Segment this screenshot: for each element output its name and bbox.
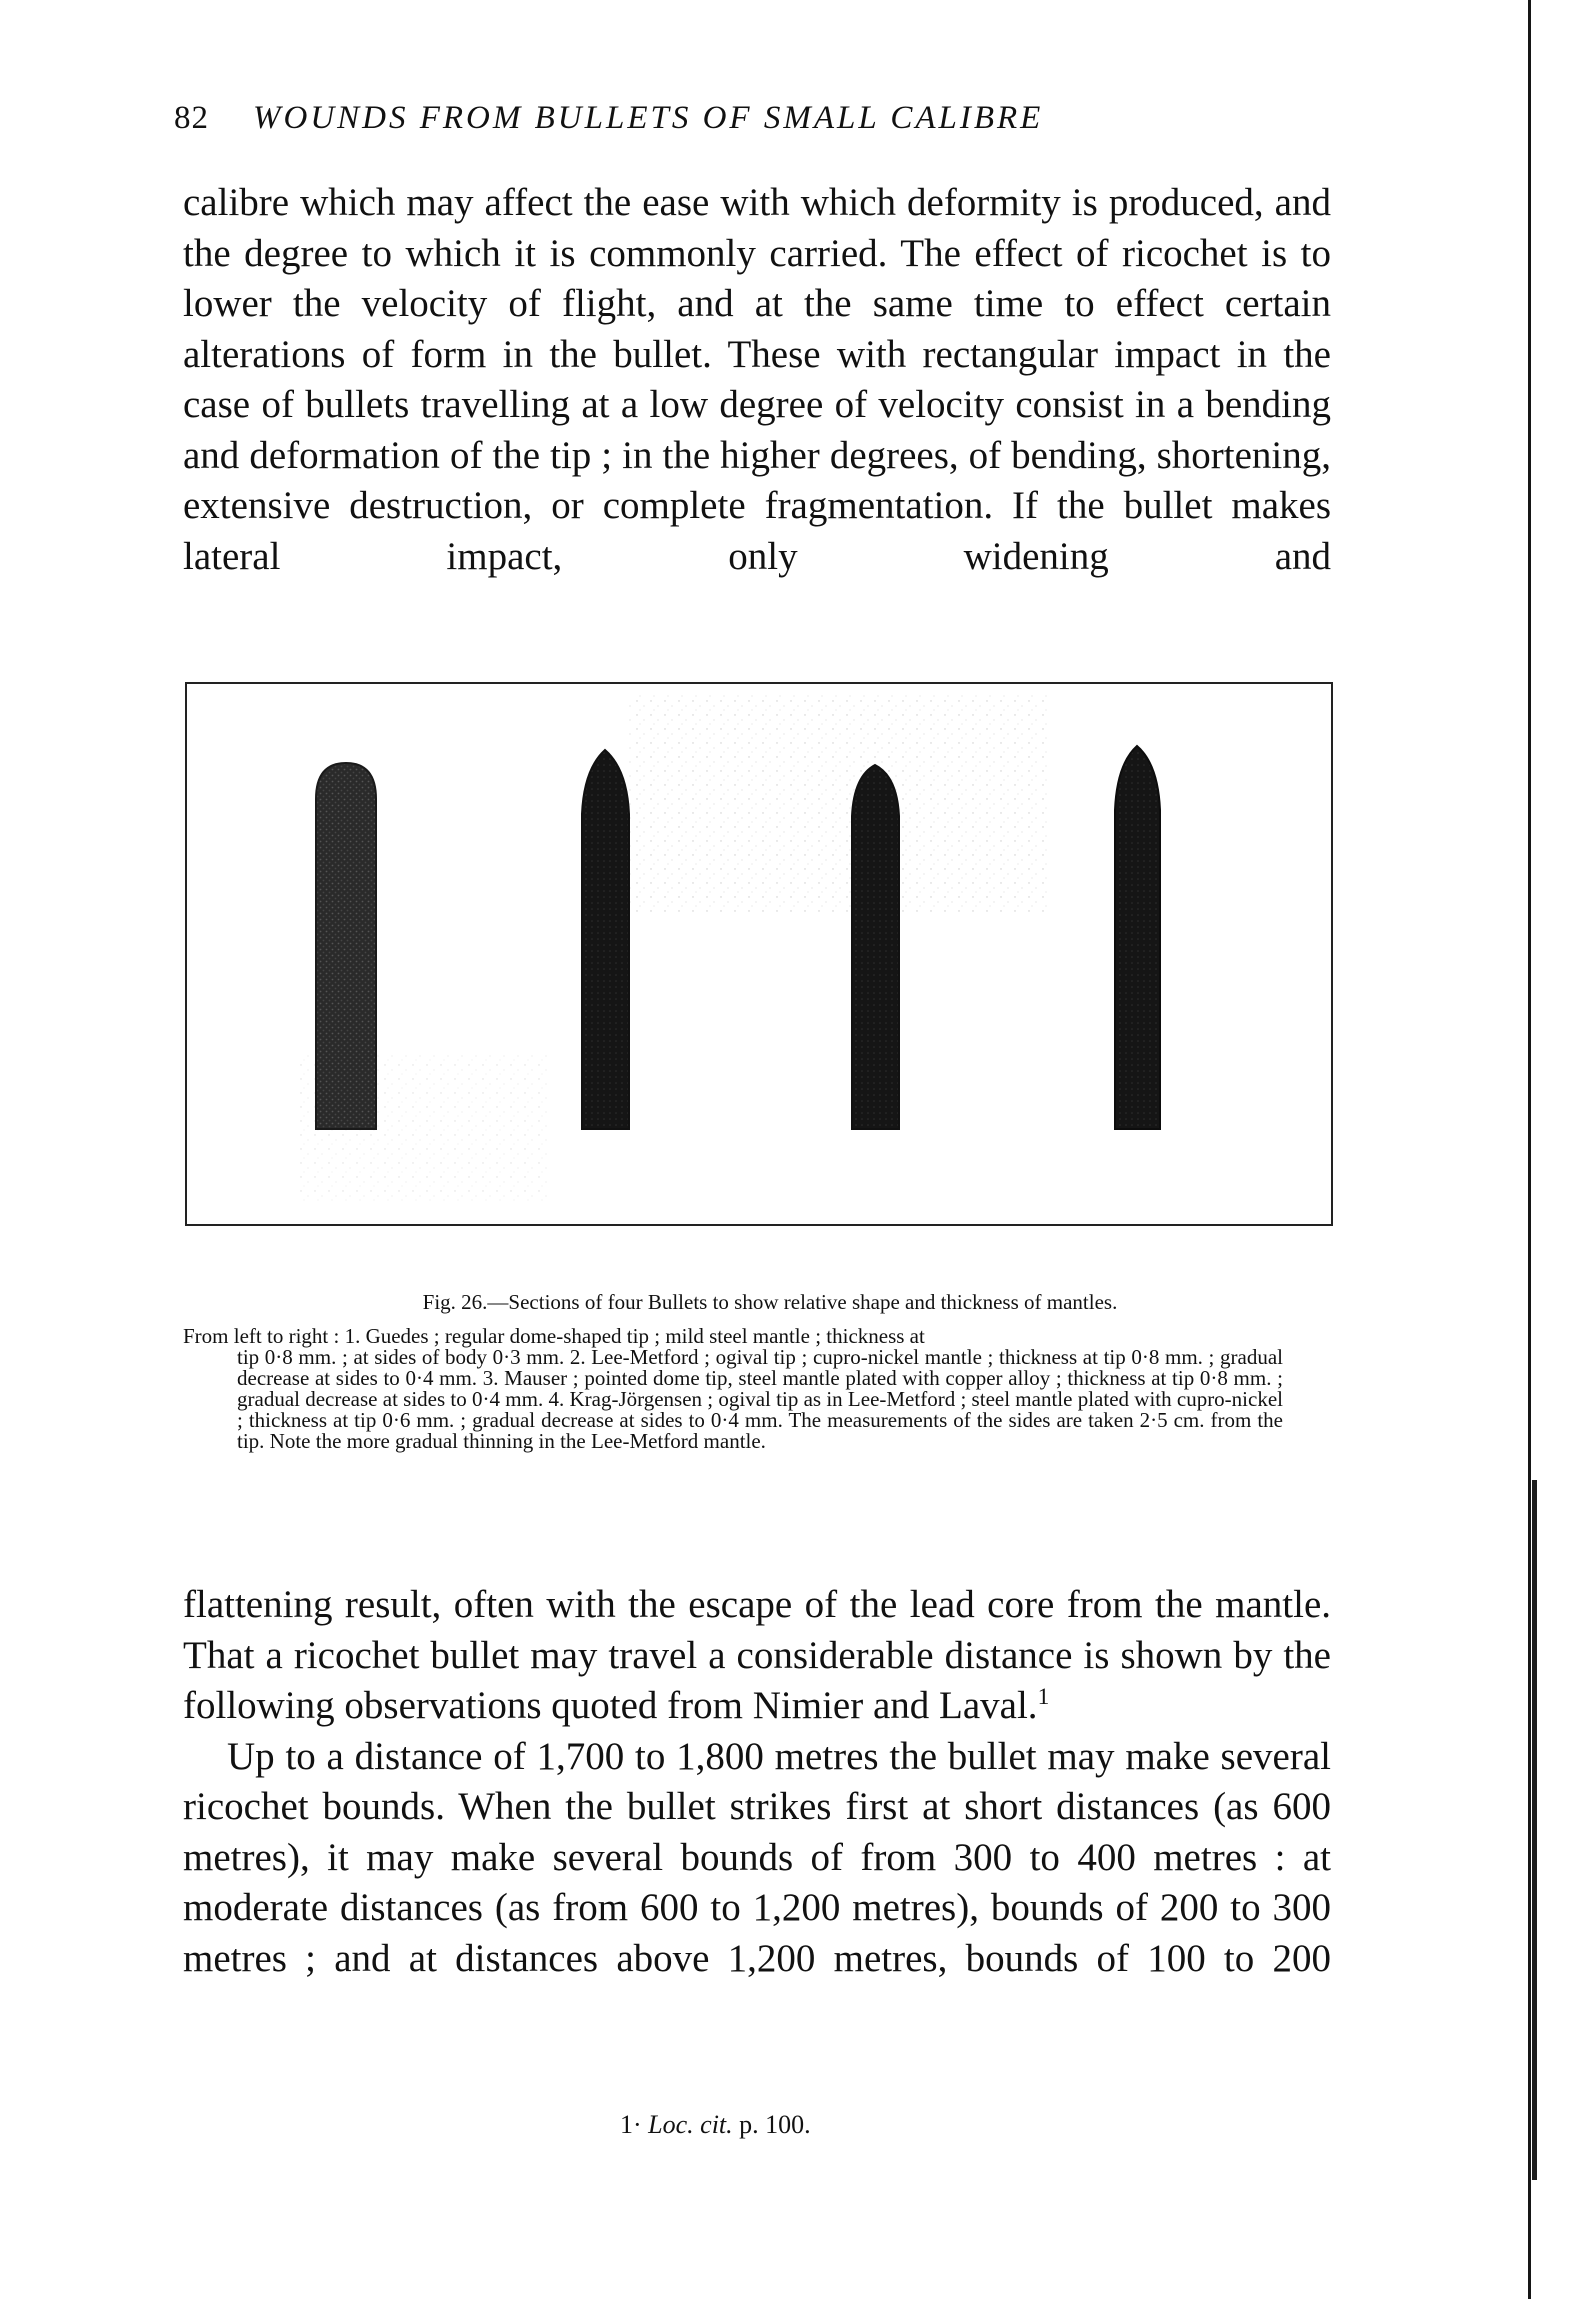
- bullet-sections-illustration: [187, 684, 1331, 1224]
- text-block-top: [183, 178, 1331, 582]
- paragraph-text: flattening result, often with the escape of the lead core from the mantle. That a ricochet bullet may travel a considerable distance is shown by the following observations quoted from Nimier and Laval.: [183, 1583, 1331, 1727]
- paragraph: Up to a distance of 1,700 to 1,800 metres the bullet may make several ricochet bounds. When the bullet strikes first at short distances (as 600 metres), it may make several bounds of from 300 to 400 metres : at moderate distances (as from 600 to 1,200 metres), bounds of 200 to 300 metres ; and at distances above 1,200 metres, bounds of 100 to 200: [183, 1734, 1331, 1980]
- paper-texture: [627, 694, 1047, 914]
- bullet-4-krag-jorgensen: [1115, 746, 1160, 1129]
- figure-caption-body: [183, 1326, 1283, 1452]
- bullet-3-mauser: [852, 765, 899, 1129]
- text-block-bottom: [183, 1580, 1331, 1984]
- footnote-marker: 1·: [620, 2110, 642, 2139]
- footnote-citation: Loc. cit.: [648, 2110, 733, 2139]
- running-head: [174, 100, 1334, 140]
- bullet-1-guedes: [316, 763, 376, 1129]
- footnote-page: p. 100.: [739, 2110, 811, 2139]
- page-edge: [1528, 0, 1531, 2299]
- paragraph: calibre which may affect the ease with which deformity is produced, and the degree to which it is commonly carried. The effect of ricochet is to lower the velocity of flight, and at the same time to effect certain alterations of form in the bullet. These with rectangular impact in the case of bullets travelling at a low degree of velocity consist in a bending and deformation of the tip ; in the higher degrees, of bending, shortening, extensive destruction, or complete fragmentation. If the bullet makes lateral impact, only widening and: [183, 181, 1331, 578]
- page-number: 82: [174, 100, 209, 136]
- figure-bullets: [185, 682, 1333, 1226]
- caption-rest: tip 0·8 mm. ; at sides of body 0·3 mm. 2. Lee-Metford ; ogival tip ; cupro-nickel mantle ; thickness at tip 0·8 mm. ; gradual decrease at sides to 0·4 mm. 3. Mauser ; pointed dome tip, steel mantle plated with copper alloy ; thickness at tip 0·8 mm. ; gradual decrease at sides to 0·4 mm. 4. Krag-Jörgensen ; ogival tip as in Lee-Metford ; steel mantle plated with cupro-nickel ; thickness at tip 0·6 mm. ; gradual decrease at sides to 0·4 mm. The measurements of the sides are taken 2·5 cm. from the tip. Note the more gradual thinning in the Lee-Metford mantle.: [237, 1345, 1283, 1453]
- figure-caption-title: Fig. 26.—Sections of four Bullets to show relative shape and thickness of mantles.: [422, 1290, 1118, 1314]
- caption-lead: From left to right : 1. Guedes ; regular dome-shaped tip ; mild steel mantle ; thickness at: [183, 1324, 925, 1348]
- bullet-2-lee-metford: [582, 750, 629, 1129]
- page-edge-shadow: [1532, 1480, 1537, 2180]
- footnote-ref: 1: [1037, 1684, 1050, 1710]
- running-title: WOUNDS FROM BULLETS OF SMALL CALIBRE: [253, 100, 1044, 136]
- footnote: [620, 2110, 811, 2140]
- paragraph: [183, 1580, 1331, 1732]
